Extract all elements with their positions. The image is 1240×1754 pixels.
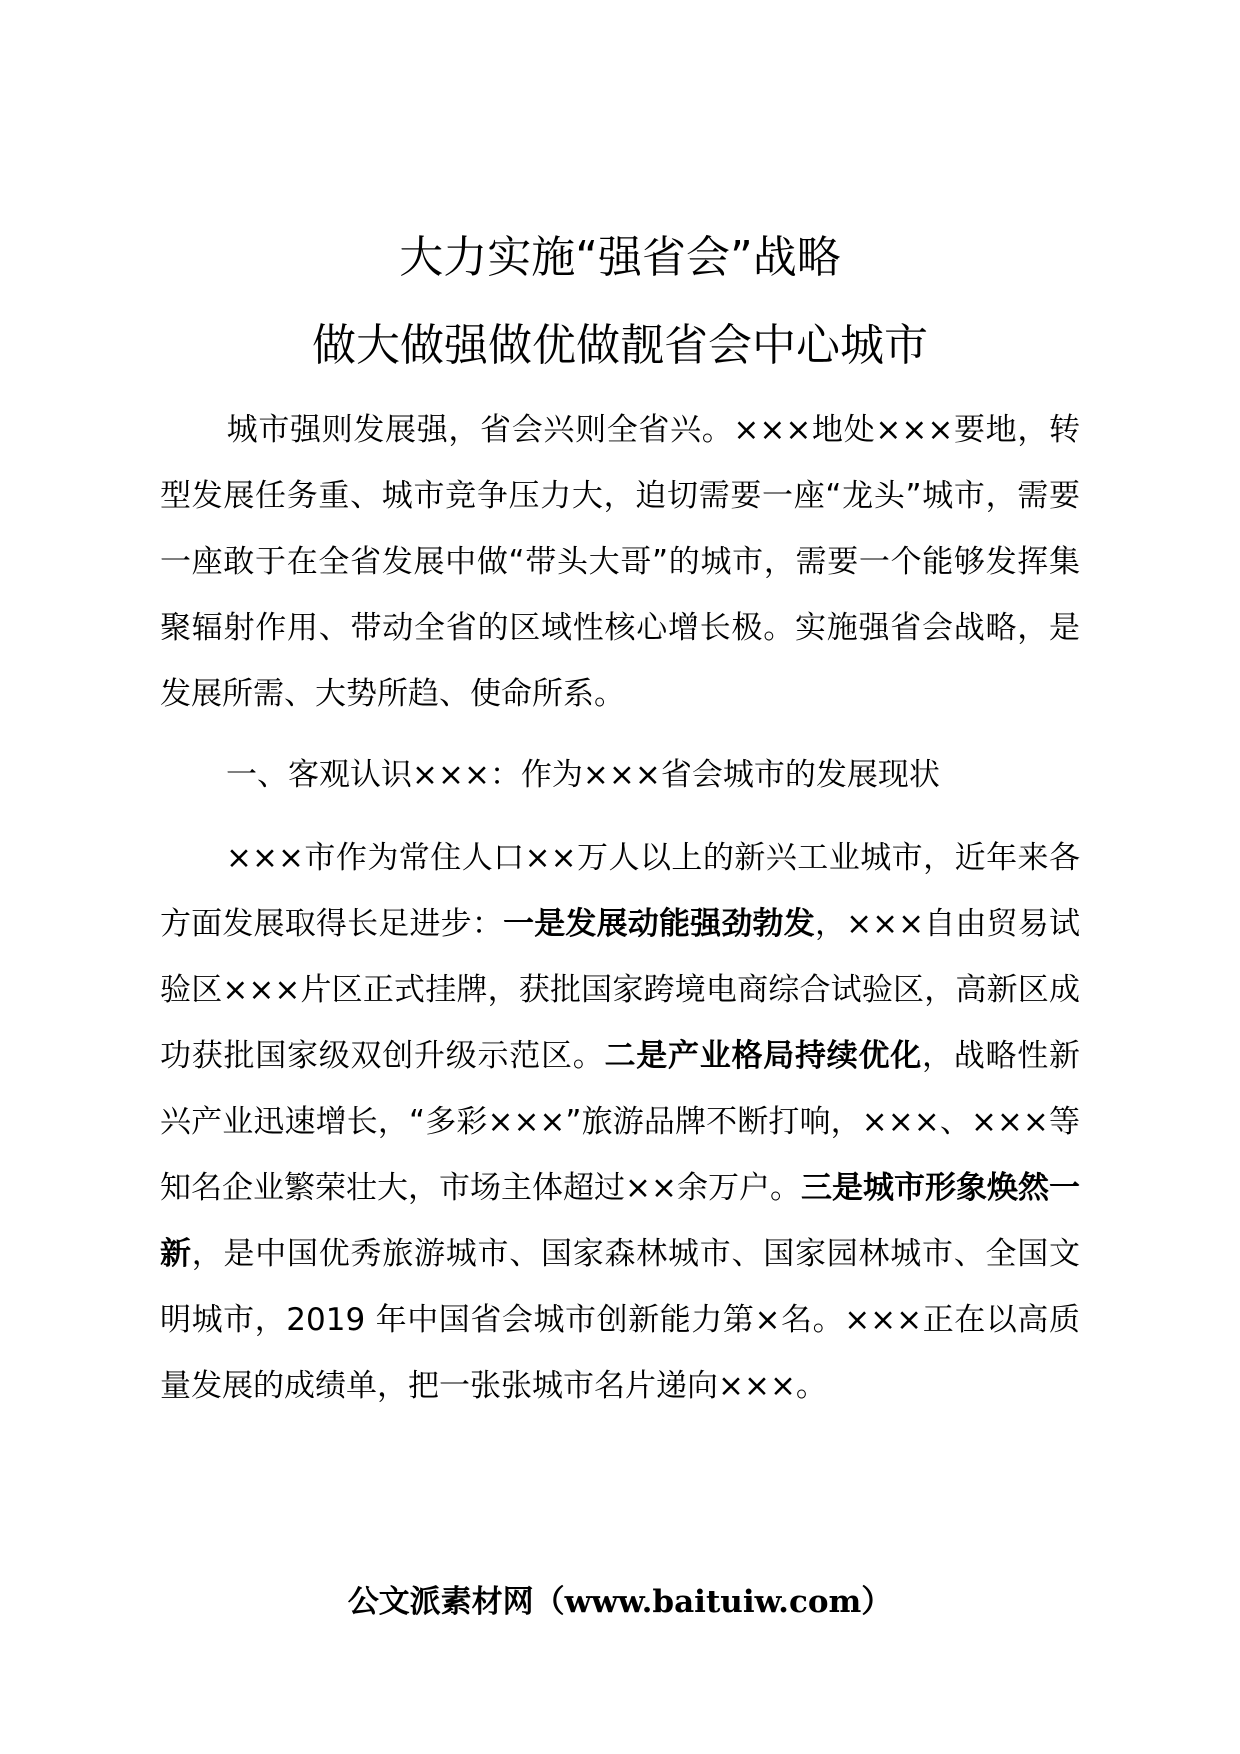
paragraph-intro-text: 城市强则发展强，省会兴则全省兴。×××地处×××要地，转型发展任务重、城市竞争压力大，迫切需要一座“龙头”城市，需要一座敢于在全省发展中做“带头大哥”的城市，需要一个能够发挥集聚辐射作用、带动全省的区域性核心增长极。实施强省会战略，是发展所需、大势所趋、使命所系。 (160, 412, 1080, 712)
paragraph-intro (160, 397, 1080, 727)
section-heading-1: 一、客观认识×××：作为×××省会城市的发展现状 (226, 757, 940, 793)
document-title-line-2: 做大做强做优做靓省会中心城市 (312, 320, 928, 371)
paragraph-status-highlight-3: 三是城市形象焕然一新 (160, 1170, 1080, 1272)
paragraph-status-text-2: ，×××自由贸易试验区×××片区正式挂牌，获批国家跨境电商综合试验区，高新区成功获批国家级双创升级示范区。 (160, 906, 1080, 1074)
document-title-line-1: 大力实施“强省会”战略 (399, 232, 841, 283)
paragraph-status-highlight-1: 一是发展动能强劲勃发 (503, 906, 815, 942)
paragraph-status (160, 825, 1080, 1419)
paragraph-status-text-1: ×××市作为常住人口××万人以上的新兴工业城市，近年来各方面发展取得长足进步： (160, 840, 1080, 942)
paragraph-status-highlight-2: 二是产业格局持续优化 (604, 1038, 922, 1074)
footer-source: 公文派素材网（www.baituiw.com） (347, 1584, 893, 1620)
paragraph-status-text-4: ，是中国优秀旅游城市、国家森林城市、国家园林城市、全国文明城市，2019 年中国省会城市创新能力第×名。×××正在以高质量发展的成绩单，把一张张城市名片递向×××。 (160, 1236, 1080, 1404)
paragraph-status-text-3: ，战略性新兴产业迅速增长，“多彩×××”旅游品牌不断打响，×××、×××等知名企业繁荣壮大，市场主体超过××余万户。 (160, 1038, 1080, 1206)
